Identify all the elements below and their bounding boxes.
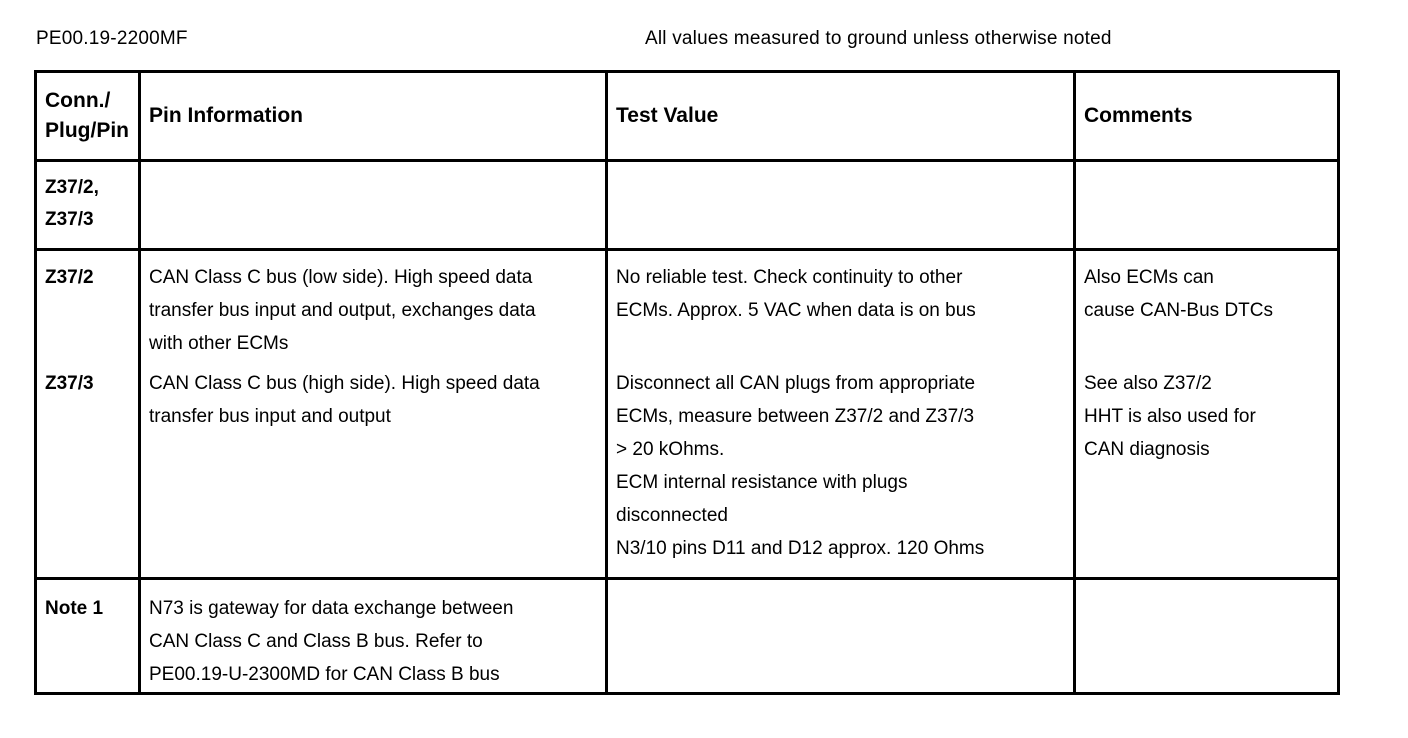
group-pins: [36, 161, 140, 250]
text-line: CAN Class C and Class B bus. Refer to: [149, 631, 483, 652]
pin-cell: Z37/2: [36, 250, 140, 368]
text-line: CAN Class C bus (low side). High speed data: [149, 267, 533, 288]
text-line: ECMs. Approx. 5 VAC when data is on bus: [616, 300, 976, 321]
text-line: See also Z37/2: [1084, 373, 1212, 394]
text-line: CAN Class C bus (high side). High speed data: [149, 373, 540, 394]
group-info: [140, 161, 607, 250]
text-line: Disconnect all CAN plugs from appropriate: [616, 373, 976, 394]
pin-test-table: [34, 70, 1340, 695]
header-pin-information: Pin Information: [140, 72, 607, 161]
note-comment: [1075, 579, 1339, 694]
header-line: Plug/Pin: [45, 119, 129, 142]
table-row-note: [36, 579, 1339, 694]
table-header-row: [36, 72, 1339, 161]
document-code: PE00.19-2200MF: [36, 28, 188, 49]
group-test: [607, 161, 1075, 250]
text-line: PE00.19-U-2300MD for CAN Class B bus: [149, 664, 500, 685]
text-line: N3/10 pins D11 and D12 approx. 120 Ohms: [616, 538, 985, 559]
note-label: Note 1: [36, 579, 140, 694]
header-conn-plug-pin: [36, 72, 140, 161]
table-row: [36, 250, 1339, 368]
comment-cell: [1075, 367, 1339, 579]
pin-line: Z37/3: [45, 209, 94, 230]
text-line: ECMs, measure between Z37/2 and Z37/3: [616, 406, 975, 427]
header-comments: Comments: [1075, 72, 1339, 161]
text-line: N73 is gateway for data exchange between: [149, 598, 514, 619]
info-cell: [140, 250, 607, 368]
text-line: > 20 kOhms.: [616, 439, 725, 460]
header-test-value: Test Value: [607, 72, 1075, 161]
text-line: disconnected: [616, 505, 728, 526]
note-info: [140, 579, 607, 694]
pin-line: Z37/2,: [45, 177, 99, 198]
text-line: cause CAN-Bus DTCs: [1084, 300, 1273, 321]
test-cell: [607, 367, 1075, 579]
pin-cell: Z37/3: [36, 367, 140, 579]
text-line: with other ECMs: [149, 333, 289, 354]
comment-cell: [1075, 250, 1339, 368]
note-test: [607, 579, 1075, 694]
text-line: transfer bus input and output: [149, 406, 391, 427]
table-row-group: [36, 161, 1339, 250]
text-line: No reliable test. Check continuity to other: [616, 267, 963, 288]
group-comment: [1075, 161, 1339, 250]
text-line: Also ECMs can: [1084, 267, 1214, 288]
text-line: HHT is also used for: [1084, 406, 1256, 427]
test-cell: [607, 250, 1075, 368]
header-line: Conn./: [45, 89, 111, 112]
text-line: transfer bus input and output, exchanges data: [149, 300, 536, 321]
text-line: ECM internal resistance with plugs: [616, 472, 908, 493]
info-cell: [140, 367, 607, 579]
measurement-note: All values measured to ground unless otherwise noted: [645, 28, 1112, 49]
text-line: CAN diagnosis: [1084, 439, 1210, 460]
table-row: [36, 367, 1339, 579]
